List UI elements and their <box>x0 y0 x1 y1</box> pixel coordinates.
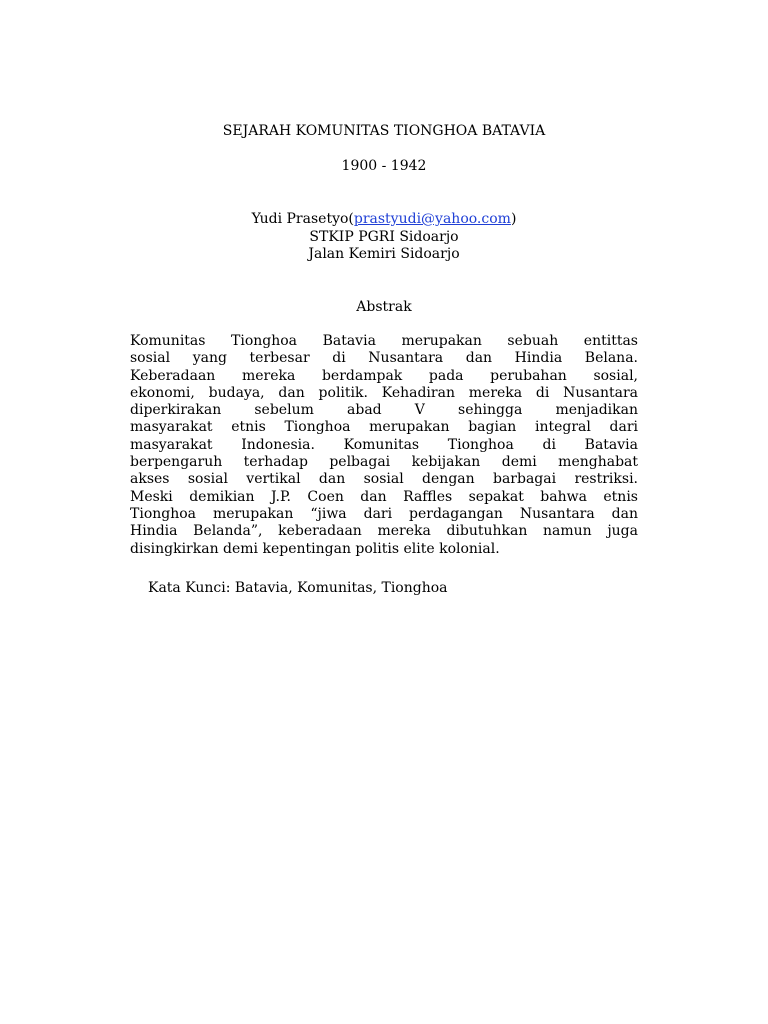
author-line <box>0 210 768 228</box>
abstract-line: Keberadaan mereka berdampak pada perubahan sosial, <box>130 367 638 384</box>
abstract-line: Hindia Belanda”, keberadaan mereka dibutuhkan namun juga <box>130 523 638 540</box>
abstract-heading: Abstrak <box>356 299 412 315</box>
abstract-line: Meski demikian J.P. Coen dan Raffles sepakat bahwa etnis <box>130 488 638 505</box>
keywords-line: Kata Kunci: Batavia, Komunitas, Tionghoa <box>148 580 448 596</box>
abstract-body <box>130 333 638 558</box>
email-close-paren: ) <box>510 211 517 227</box>
document-title: SEJARAH KOMUNITAS TIONGHOA BATAVIA <box>222 123 546 139</box>
abstract-line: masyarakat Indonesia. Komunitas Tionghoa di Batavia <box>130 436 638 453</box>
abstract-line: masyarakat etnis Tionghoa merupakan bagian integral dari <box>130 419 638 436</box>
author-institution: STKIP PGRI Sidoarjo <box>309 229 459 245</box>
abstract-line: diperkirakan sebelum abad V sehingga menjadikan <box>130 402 638 419</box>
abstract-line: ekonomi, budaya, dan politik. Kehadiran mereka di Nusantara <box>130 384 638 401</box>
abstract-line: Komunitas Tionghoa Batavia merupakan sebuah entittas <box>130 333 638 349</box>
abstract-line: Tionghoa merupakan “jiwa dari perdagangan Nusantara dan <box>130 505 638 522</box>
abstract-line: sosial yang terbesar di Nusantara dan Hindia Belana. <box>130 350 638 367</box>
author-email-link[interactable]: prastyudi@yahoo.com <box>353 211 511 227</box>
abstract-line: akses sosial vertikal dan sosial dengan barbagai restriksi. <box>130 471 638 488</box>
abstract-line: berpengaruh terhadap pelbagai kebijakan demi menghabat <box>130 454 638 471</box>
document-years: 1900 - 1942 <box>341 158 427 174</box>
author-address: Jalan Kemiri Sidoarjo <box>308 246 460 262</box>
email-open-paren: ( <box>348 211 354 227</box>
author-name: Yudi Prasetyo <box>251 211 349 227</box>
abstract-line: disingkirkan demi kepentingan politis elite kolonial. <box>130 540 500 557</box>
